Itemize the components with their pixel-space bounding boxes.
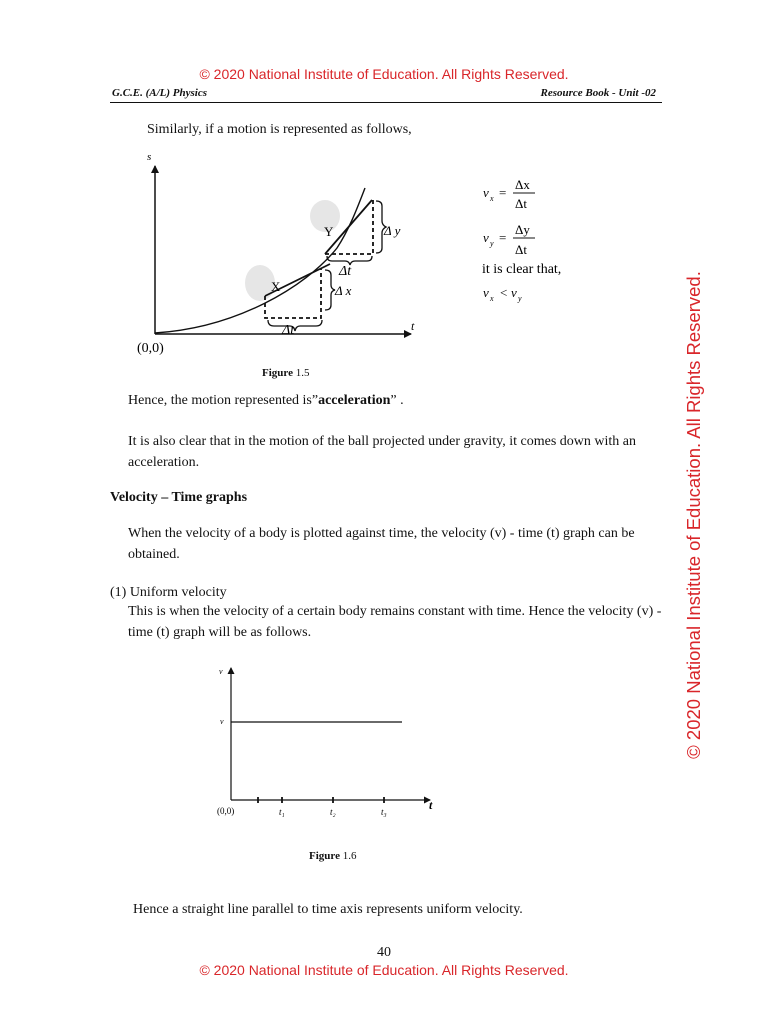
header-left: G.C.E. (A/L) Physics	[112, 87, 208, 99]
uniform-heading: (1) Uniform velocity	[110, 585, 227, 600]
ineq-vy: v	[511, 285, 517, 300]
time-tick-label: t₂	[330, 807, 336, 817]
vy-equals: =	[499, 230, 507, 245]
uniform-paragraph: This is when the velocity of a certain body remains constant with time. Hence the velocity (v) - time (t) graph will be as follows.	[128, 604, 662, 640]
brace-dx	[325, 270, 335, 310]
v-level-label: v	[220, 717, 224, 726]
hence-acceleration	[128, 390, 404, 411]
delta-t-label-2: Δt	[339, 264, 352, 279]
time-axis-label: t	[429, 798, 433, 812]
vy-numerator: Δy	[515, 222, 530, 237]
origin-label: (0,0)	[137, 341, 164, 356]
figure-1-5	[125, 148, 425, 360]
delta-y-label: Δ y	[384, 223, 401, 238]
t-axis-label: t	[411, 319, 415, 333]
ineq-vx-sub: x	[490, 294, 494, 303]
delta-t-label-1: Δt	[282, 323, 295, 338]
copyright-side: © 2020 National Institute of Education. All Rights Reserved.	[683, 271, 704, 759]
vx-denominator: Δt	[515, 196, 527, 211]
hence-acc-bold: acceleration	[318, 393, 391, 408]
ineq-less-than: <	[500, 285, 508, 300]
intro-text: Similarly, if a motion is represented as follows,	[147, 122, 412, 137]
copyright-top: © 2020 National Institute of Education. All Rights Reserved.	[199, 66, 569, 82]
s-axis-label: s	[147, 151, 152, 163]
point-x-label: X	[271, 279, 281, 294]
clear-text: it is clear that,	[482, 262, 562, 277]
figure-1-5-caption-label: Figure	[262, 367, 293, 379]
figure-1-6	[210, 660, 450, 830]
vt-paragraph: When the velocity of a body is plotted against time, the velocity (v) - time (t) graph can be obtained.	[128, 526, 635, 562]
header-right: Resource Book - Unit -02	[540, 87, 656, 99]
brace-dt1	[268, 320, 322, 331]
copyright-bottom: © 2020 National Institute of Education. All Rights Reserved.	[199, 962, 569, 978]
header-rule	[110, 102, 662, 103]
delta-x-label: Δ x	[335, 283, 352, 298]
point-y-label: Y	[324, 224, 334, 239]
figure-1-5-caption-number: 1.5	[295, 367, 310, 379]
vy-symbol: v	[483, 230, 489, 245]
vy-denominator: Δt	[515, 242, 527, 257]
vx-equals: =	[499, 185, 507, 200]
time-tick-label: t₁	[279, 807, 285, 817]
time-tick-label: t₃	[381, 807, 387, 817]
figure-1-5-caption	[262, 367, 309, 379]
vy-subscript: y	[490, 239, 494, 248]
figure-1-6-caption-label: Figure	[309, 850, 340, 862]
closing-text: Hence a straight line parallel to time axis represents uniform velocity.	[133, 902, 523, 917]
gravity-paragraph: It is also clear that in the motion of the ball projected under gravity, it comes down with an acceleration.	[128, 434, 637, 470]
section-heading: Velocity – Time graphs	[110, 490, 248, 505]
origin-label-2: (0,0)	[217, 806, 235, 816]
vx-numerator: Δx	[515, 177, 530, 192]
vx-subscript: x	[490, 194, 494, 203]
figure-1-6-caption	[309, 850, 356, 862]
page-number: 40	[377, 945, 391, 960]
velocity-equations	[478, 172, 588, 312]
ineq-vy-sub: y	[518, 294, 522, 303]
v-axis-label: v	[219, 667, 223, 676]
hence-acc-suffix: ” .	[390, 393, 404, 408]
vx-symbol: v	[483, 185, 489, 200]
figure-1-6-caption-number: 1.6	[342, 850, 357, 862]
ineq-vx: v	[483, 285, 489, 300]
hence-acc-prefix: Hence, the motion represented is”	[128, 393, 319, 408]
